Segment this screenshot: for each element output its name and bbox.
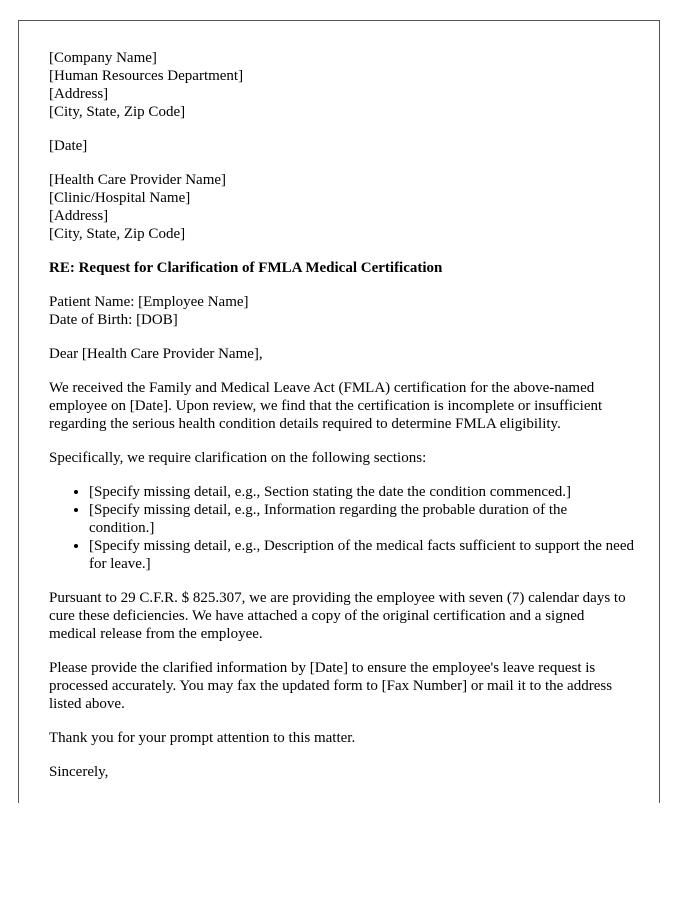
sender-address-block xyxy=(49,49,635,121)
recipient-clinic: [Clinic/Hospital Name] xyxy=(49,190,191,206)
recipient-address: [Address] xyxy=(49,208,109,224)
letter-content xyxy=(49,49,635,797)
date-text: [Date] xyxy=(49,138,88,154)
body-paragraph-2: Specifically, we require clarification on the following sections: xyxy=(49,450,427,466)
patient-info-block xyxy=(49,293,635,329)
recipient-provider: [Health Care Provider Name] xyxy=(49,172,227,188)
list-item: • [Specify missing detail, e.g., Section stating the date the condition commenced.] xyxy=(89,483,635,501)
subject-text: RE: Request for Clarification of FMLA Medical Certification xyxy=(49,260,443,276)
closing: Sincerely, xyxy=(49,764,109,780)
body-paragraph-5: Thank you for your prompt attention to this matter. xyxy=(49,730,356,746)
body-paragraph-3: Pursuant to 29 C.F.R. $ 825.307, we are providing the employee with seven (7) calendar days to cure these deficiencies. We have attached a copy of the original certification and a signed medical release from the employee. xyxy=(49,590,626,642)
salutation xyxy=(49,345,635,363)
salutation-text: Dear [Health Care Provider Name], xyxy=(49,346,263,362)
missing-details-list xyxy=(49,483,635,573)
recipient-city-state-zip: [City, State, Zip Code] xyxy=(49,226,186,242)
sender-address: [Address] xyxy=(49,86,109,102)
sender-department: [Human Resources Department] xyxy=(49,68,244,84)
body-paragraph-4: Please provide the clarified information by [Date] to ensure the employee's leave request is processed accurately. You may fax the updated form to [Fax Number] or mail it to the address listed above. xyxy=(49,660,613,712)
body-paragraph-1: We received the Family and Medical Leave Act (FMLA) certification for the above-named employee on [Date]. Upon review, we find that the certification is incomplete or insufficient regarding the serious health condition details required to determine FMLA eligibility. xyxy=(49,380,603,432)
patient-dob: Date of Birth: [DOB] xyxy=(49,312,178,328)
subject-line xyxy=(49,259,635,277)
list-item: • [Specify missing detail, e.g., Description of the medical facts sufficient to support the need for leave.] xyxy=(89,537,635,573)
list-item: • [Specify missing detail, e.g., Information regarding the probable duration of the condition.] xyxy=(89,501,635,537)
sender-company: [Company Name] xyxy=(49,50,157,66)
letter-page xyxy=(18,20,660,803)
recipient-address-block xyxy=(49,171,635,243)
letter-date xyxy=(49,137,635,155)
patient-name: Patient Name: [Employee Name] xyxy=(49,294,249,310)
sender-city-state-zip: [City, State, Zip Code] xyxy=(49,104,186,120)
